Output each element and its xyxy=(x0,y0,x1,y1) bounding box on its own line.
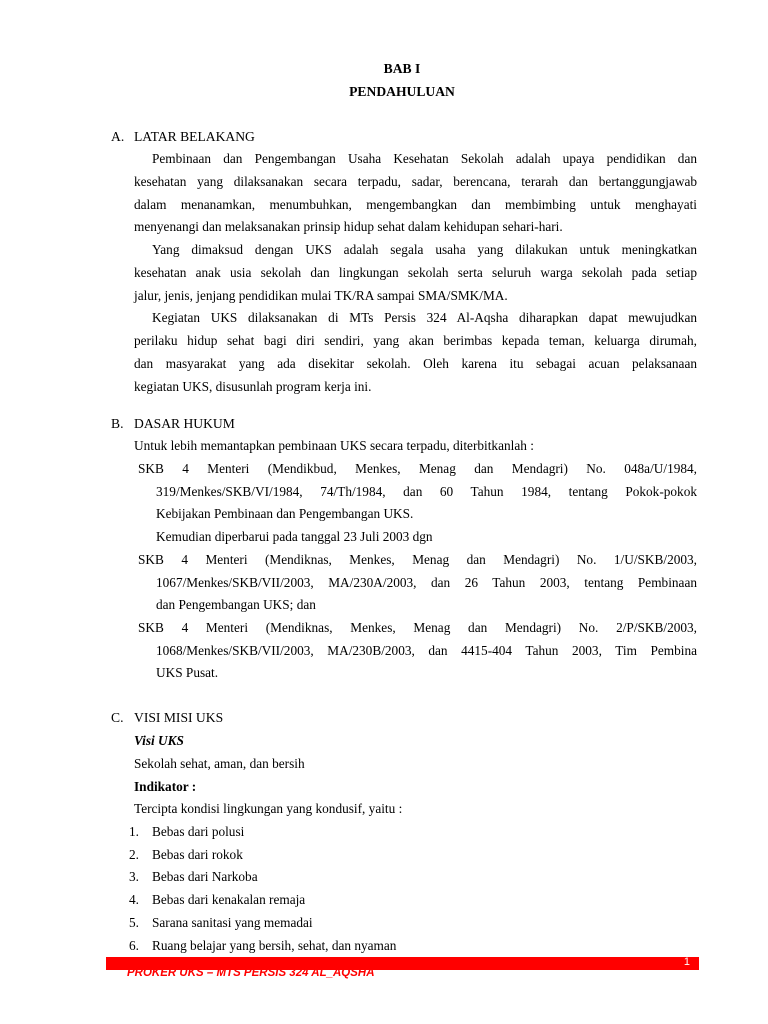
section-a-line: kesehatan anak usia sekolah dan lingkungan sekolah serta seluruh warga sekolah pada setiap xyxy=(134,265,697,280)
page-number: 1 xyxy=(683,956,690,968)
section-a-label: A. xyxy=(111,129,125,144)
section-b-line: 1067/Menkes/SKB/VII/2003, MA/230A/2003, dan 26 Tahun 2003, tentang Pembinaan xyxy=(156,575,697,590)
chapter-title: PENDAHULUAN xyxy=(349,84,455,99)
indikator-intro: Tercipta kondisi lingkungan yang kondusif, yaitu : xyxy=(134,801,403,816)
section-b-line: Kebijakan Pembinaan dan Pengembangan UKS. xyxy=(156,506,414,521)
section-b-intro: Untuk lebih memantapkan pembinaan UKS secara terpadu, diterbitkanlah : xyxy=(134,438,534,453)
section-a-line: dalam menanamkan, menumbuhkan, mengembangkan dan membimbing untuk menghayati xyxy=(134,197,697,212)
list-item: Ruang belajar yang bersih, sehat, dan nyaman xyxy=(152,938,397,953)
section-b-line: 319/Menkes/SKB/VI/1984, 74/Th/1984, dan 60 Tahun 1984, tentang Pokok-pokok xyxy=(156,484,697,499)
list-item: Bebas dari kenakalan remaja xyxy=(152,892,306,907)
list-item: Bebas dari Narkoba xyxy=(152,869,258,884)
list-item-number: 5. xyxy=(129,915,139,930)
list-item: Bebas dari rokok xyxy=(152,847,243,862)
section-a-heading: LATAR BELAKANG xyxy=(134,129,255,144)
list-item-number: 3. xyxy=(129,869,139,884)
section-c-heading: VISI MISI UKS xyxy=(134,710,224,725)
visi-label: Visi UKS xyxy=(134,733,184,748)
section-a-line: jalur, jenis, jenjang pendidikan mulai TK/RA sampai SMA/SMK/MA. xyxy=(134,288,508,303)
section-a-line: menyenangi dan melaksanakan prinsip hidup sehat dalam kehidupan sehari-hari. xyxy=(134,219,563,234)
list-item-number: 1. xyxy=(129,824,139,839)
section-b-line: SKB 4 Menteri (Mendiknas, Menkes, Menag dan Mendagri) No. 1/U/SKB/2003, xyxy=(138,552,697,567)
list-item-number: 2. xyxy=(129,847,139,862)
section-b-line: Kemudian diperbarui pada tanggal 23 Juli 2003 dgn xyxy=(156,529,433,544)
section-a-line: perilaku hidup sehat bagi diri sendiri, yang akan berimbas kepada teman, keluarga dirumah, xyxy=(134,333,697,348)
section-a-line: kesehatan yang dilaksanakan secara terpadu, sadar, berencana, terarah dan bertanggungjawab xyxy=(134,174,697,189)
visi-text: Sekolah sehat, aman, dan bersih xyxy=(134,756,305,771)
list-item: Sarana sanitasi yang memadai xyxy=(152,915,313,930)
section-b-line: dan Pengembangan UKS; dan xyxy=(156,597,316,612)
section-b-line: SKB 4 Menteri (Mendikbud, Menkes, Menag dan Mendagri) No. 048a/U/1984, xyxy=(138,461,697,476)
section-b-line: 1068/Menkes/SKB/VII/2003, MA/230B/2003, dan 4415-404 Tahun 2003, Tim Pembina xyxy=(156,643,697,658)
footer-text: PROKER UKS – MTS PERSIS 324 AL_AQSHA xyxy=(127,967,375,979)
section-a-line: kegiatan UKS, disusunlah program kerja ini. xyxy=(134,379,372,394)
section-c-label: C. xyxy=(111,710,124,725)
list-item-number: 6. xyxy=(129,938,139,953)
section-a-line: dan masyarakat yang ada disekitar sekolah. Oleh karena itu sebagai acuan pelaksanaan xyxy=(134,356,697,371)
section-b-line: SKB 4 Menteri (Mendiknas, Menkes, Menag dan Mendagri) No. 2/P/SKB/2003, xyxy=(138,620,697,635)
section-b-line: UKS Pusat. xyxy=(156,665,219,680)
section-b-label: B. xyxy=(111,416,124,431)
indikator-label: Indikator : xyxy=(134,779,197,794)
section-a-line: Yang dimaksud dengan UKS adalah segala usaha yang dilakukan untuk meningkatkan xyxy=(152,242,697,257)
section-a-line: Pembinaan dan Pengembangan Usaha Kesehatan Sekolah adalah upaya pendidikan dan xyxy=(152,151,697,166)
list-item-number: 4. xyxy=(129,892,139,907)
section-a-line: Kegiatan UKS dilaksanakan di MTs Persis 324 Al-Aqsha diharapkan dapat mewujudkan xyxy=(152,310,697,325)
section-b-heading: DASAR HUKUM xyxy=(134,416,235,431)
list-item: Bebas dari polusi xyxy=(152,824,245,839)
chapter-number: BAB I xyxy=(383,61,421,76)
